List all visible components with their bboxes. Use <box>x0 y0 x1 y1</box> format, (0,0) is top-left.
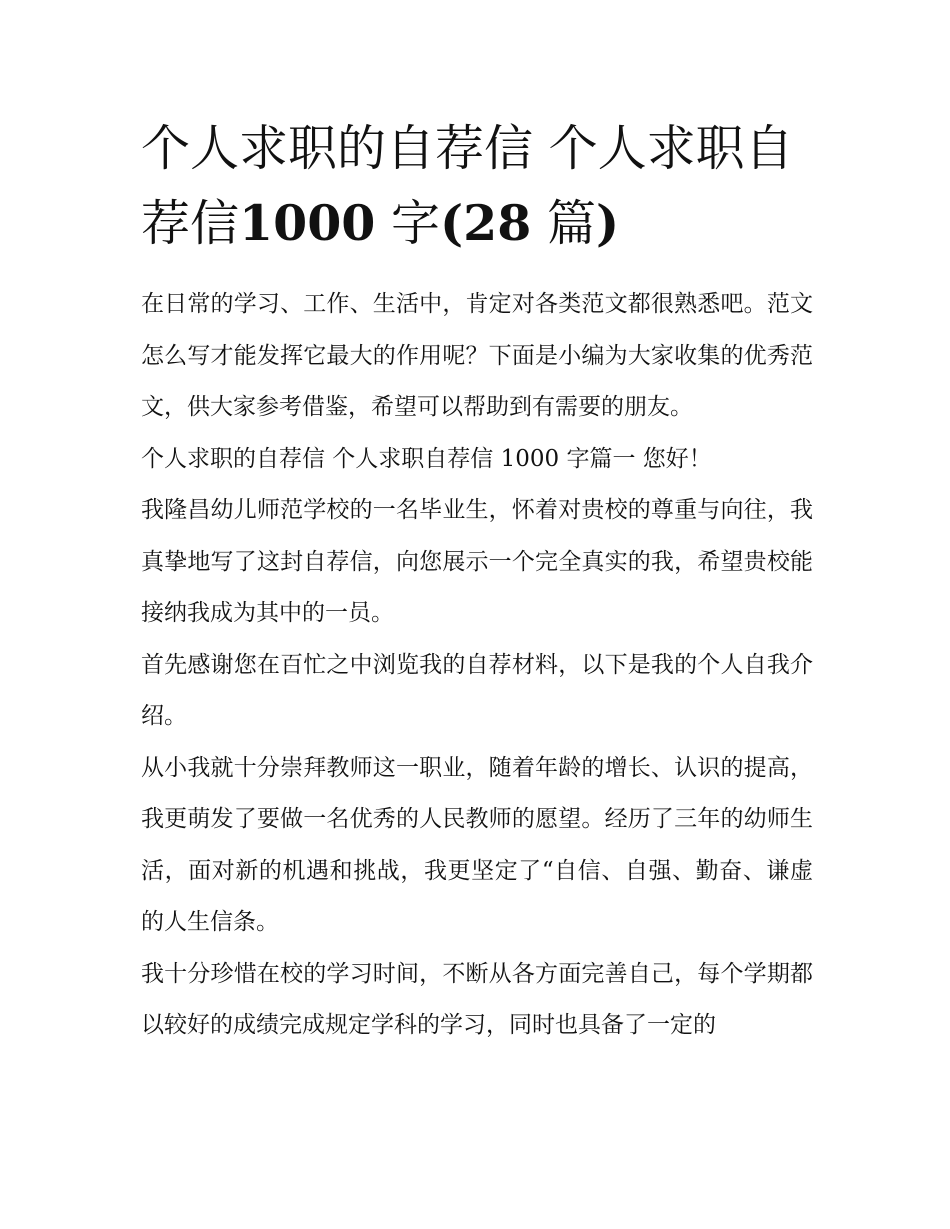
document-body <box>141 279 813 1052</box>
title-paren-open: (28 <box>440 194 532 252</box>
title-paren-close: ) <box>595 194 620 252</box>
document-title <box>141 112 813 261</box>
paragraph-study: 我十分珍惜在校的学习时间，不断从各方面完善自己，每个学期都以较好的成绩完成规定学科的学习，同时也具备了一定的 <box>141 960 813 1038</box>
paragraph-thanks: 首先感谢您在百忙之中浏览我的自荐材料，以下是我的个人自我介绍。 <box>141 651 813 729</box>
paragraph-self-intro: 我隆昌幼儿师范学校的一名毕业生，怀着对贵校的尊重与向往，我真挚地写了这封自荐信，向您展示一个完全真实的我，希望贵校能接纳我成为其中的一员。 <box>141 497 813 626</box>
paragraph-aspiration: 从小我就十分崇拜教师这一职业，随着年龄的增长、认识的提高，我更萌发了要做一名优秀的人民教师的愿望。经历了三年的幼师生活，面对新的机遇和挑战，我更坚定了“自信、自强、勤奋、谦虚的人生信条。 <box>141 754 813 935</box>
paragraph-intro: 在日常的学习、工作、生活中，肯定对各类范文都很熟悉吧。范文怎么写才能发挥它最大的作用呢？下面是小编为大家收集的优秀范文，供大家参考借鉴，希望可以帮助到有需要的朋友。 <box>141 291 813 420</box>
title-text-part1b: 荐信 <box>141 195 240 252</box>
title-number: 1000 <box>239 194 376 252</box>
title-text-part2: 字 <box>390 195 440 252</box>
title-text-part3: 篇 <box>546 195 596 252</box>
title-text-part1: 个人求职的自荐信 个人求职自 <box>141 120 794 177</box>
document-content <box>141 112 813 1052</box>
paragraph-greeting: 个人求职的自荐信 个人求职自荐信 1000 字篇一 您好！ <box>141 445 712 472</box>
